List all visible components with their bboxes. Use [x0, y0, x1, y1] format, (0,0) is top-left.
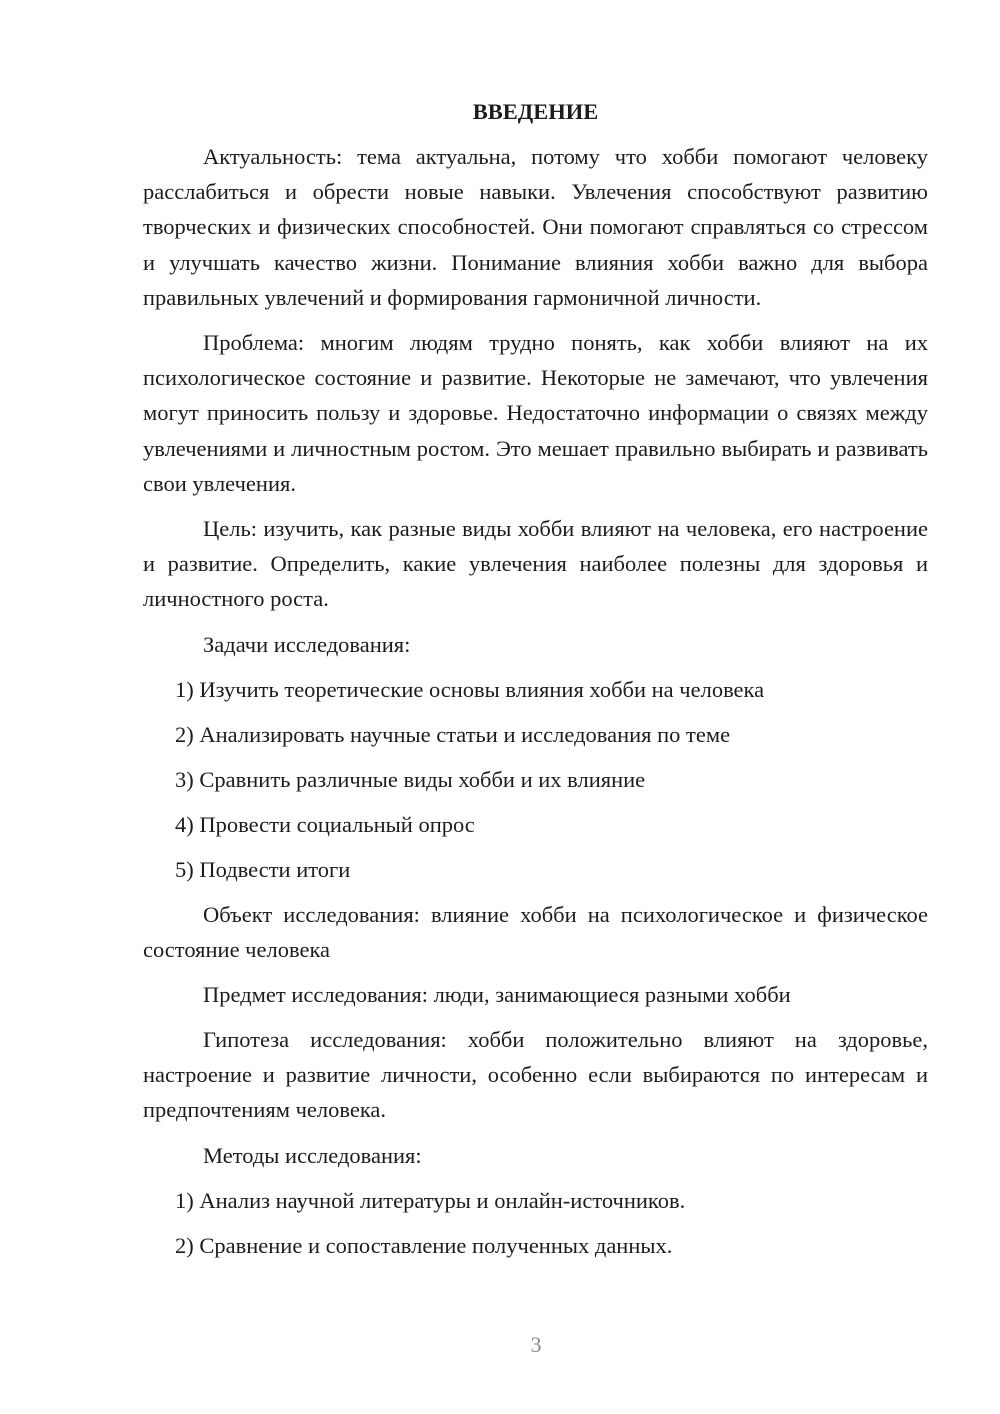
problem-paragraph: Проблема: многим людям трудно понять, как хобби влияют на их психологическое состояние и развитие. Некоторые не замечают, что увлечения могут приносить пользу и здоровье. Недостаточно информации о связях между увлечениями и личностным ростом. Это мешает правильно выбирать и развивать свои увлечения.: [143, 330, 928, 496]
list-item: 5) Подвести итоги: [175, 856, 351, 882]
list-item: 2) Сравнение и сопоставление полученных данных.: [175, 1232, 673, 1258]
methods-heading: Методы исследования:: [203, 1142, 422, 1168]
tasks-list: [143, 672, 928, 887]
list-item: 2) Анализировать научные статьи и исследования по теме: [175, 721, 731, 747]
tasks-heading: Задачи исследования:: [203, 631, 411, 657]
relevance-paragraph: Актуальность: тема актуальна, потому что хобби помогают человеку расслабиться и обрести новые навыки. Увлечения способствуют развитию творческих и физических способностей. Они помогают справляться со стрессом и улучшать качество жизни. Понимание влияния хобби важно для выбора правильных увлечений и формирования гармоничной личности.: [143, 144, 928, 310]
list-item: 3) Сравнить различные виды хобби и их влияние: [175, 766, 646, 792]
page-number: 3: [530, 1332, 542, 1357]
list-item: 4) Провести социальный опрос: [175, 811, 475, 837]
section-title: ВВЕДЕНИЕ: [472, 99, 599, 124]
document-page: [143, 94, 928, 1273]
hypothesis-paragraph: Гипотеза исследования: хобби положительно влияют на здоровье, настроение и развитие личности, особенно если выбираются по интересам и предпочтениям человека.: [143, 1027, 928, 1123]
list-item: 1) Анализ научной литературы и онлайн-источников.: [175, 1187, 686, 1213]
subject-paragraph: Предмет исследования: люди, занимающиеся разными хобби: [203, 982, 791, 1008]
methods-list: [143, 1183, 928, 1263]
goal-paragraph: Цель: изучить, как разные виды хобби влияют на человека, его настроение и развитие. Определить, какие увлечения наиболее полезны для здоровья и личностного роста.: [143, 516, 928, 612]
object-paragraph: Объект исследования: влияние хобби на психологическое и физическое состояние человека: [143, 901, 928, 962]
list-item: 1) Изучить теоретические основы влияния хобби на человека: [175, 676, 765, 702]
